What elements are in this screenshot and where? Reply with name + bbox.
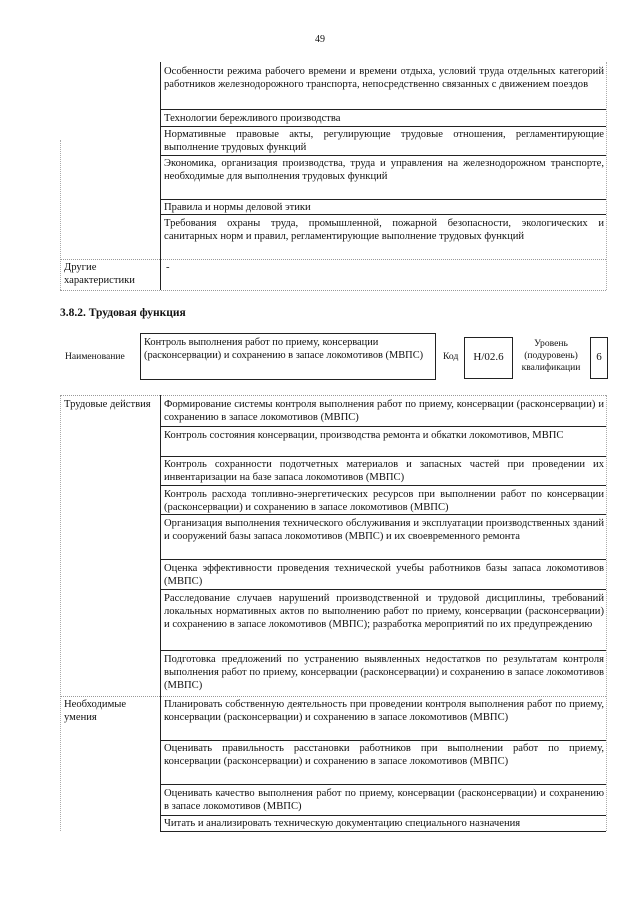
row-divider <box>160 485 606 486</box>
row-divider <box>160 831 606 832</box>
column-divider <box>160 395 161 831</box>
page-number: 49 <box>315 34 325 45</box>
column-divider <box>160 62 161 290</box>
skill-item: Читать и анализировать техническую документацию специального назначения <box>164 818 521 829</box>
skill-item: Планировать собственную деятельность при проведении контроля выполнения работ по приему, консервации (расконсервации) и сохранению в запасе локомотивов (МВПС) <box>164 699 604 723</box>
action-item: Организация выполнения технического обслуживания и эксплуатации производственных зданий и сооружений базы запаса локомотивов (МВПС) и их своевременного ремонта <box>164 518 604 542</box>
actions-label: Трудовые действия <box>64 399 151 410</box>
row-divider <box>160 559 606 560</box>
table-left-edge <box>60 395 61 831</box>
name-label: Наименование <box>65 351 125 362</box>
row-divider <box>160 815 606 816</box>
knowledge-item: Экономика, организация производства, труда и управления на железнодорожном транспорте, необходимые для выполнения трудовых функций <box>164 158 604 182</box>
row-divider <box>60 696 606 697</box>
table-right-edge <box>606 62 607 290</box>
row-divider <box>160 126 606 127</box>
action-item: Контроль сохранности подотчетных материалов и запасных частей при проведении их инвентаризации на базе запаса локомотивов (МВПС) <box>164 459 604 483</box>
code-label: Код <box>443 351 459 362</box>
knowledge-item: Технологии бережливого производства <box>164 113 341 124</box>
action-item: Формирование системы контроля выполнения работ по приему, консервации (расконсервации) и сохранению в запасе локомотивов (МВПС) <box>164 399 604 423</box>
row-divider <box>160 214 606 215</box>
row-divider <box>160 650 606 651</box>
table-bottom-edge <box>60 290 606 291</box>
row-divider <box>160 426 606 427</box>
code-value: Н/02.6 <box>473 351 504 363</box>
row-divider <box>160 109 606 110</box>
knowledge-item: Требования охраны труда, промышленной, пожарной безопасности, экологических и санитарных норм и правил, регламентирующие выполнение трудовых функций <box>164 218 604 242</box>
other-characteristics-label: Другие характеристики <box>64 262 135 286</box>
table-left-edge <box>60 140 61 290</box>
row-divider <box>160 456 606 457</box>
row-divider <box>160 199 606 200</box>
table-right-edge <box>606 395 607 831</box>
action-item: Подготовка предложений по устранению выявленных недостатков по результатам контроля выполнения работ по приему, консервации (расконсервации) и сохранению в запасе локомотивов (МВПС) <box>164 654 604 691</box>
action-item: Контроль расхода топливно-энергетических ресурсов при выполнении работ по консервации (расконсервации) и сохранению в запасе локомотивов (МВПС) <box>164 489 604 513</box>
action-item: Оценка эффективности проведения технической учебы работников базы запаса локомотивов (МВПС) <box>164 563 604 587</box>
row-divider <box>160 740 606 741</box>
table-top-edge <box>60 395 606 396</box>
level-value: 6 <box>596 351 602 363</box>
knowledge-item: Особенности режима рабочего времени и времени отдыха, условий труда отдельных категорий работников железнодорожного транспорта, непосредственно связанных с движением поездов <box>164 66 604 90</box>
knowledge-item: Правила и нормы деловой этики <box>164 202 311 213</box>
skill-item: Оценивать качество выполнения работ по приему, консервации (расконсервации) и сохранению в запасе локомотивов (МВПС) <box>164 788 604 812</box>
row-divider <box>160 589 606 590</box>
row-divider <box>160 784 606 785</box>
level-label: Уровень (подуровень) квалификации <box>521 338 581 373</box>
other-characteristics-value: - <box>166 262 170 273</box>
skills-label: Необходимые умения <box>64 699 127 723</box>
name-value: Контроль выполнения работ по приему, консервации (расконсервации) и сохранению в запасе локомотивов (МВПС) <box>144 337 424 361</box>
row-divider <box>160 514 606 515</box>
row-divider <box>160 155 606 156</box>
section-title: 3.8.2. Трудовая функция <box>60 307 186 319</box>
knowledge-item: Нормативные правовые акты, регулирующие трудовые отношения, регламентирующие выполнение трудовых функций <box>164 129 604 153</box>
row-divider <box>60 259 606 260</box>
action-item: Контроль состояния консервации, производства ремонта и обкатки локомотивов, МВПС <box>164 430 564 441</box>
skill-item: Оценивать правильность расстановки работников при выполнении работ по приему, консервации (расконсервации) и сохранению в запасе локомотивов (МВПС) <box>164 743 604 767</box>
action-item: Расследование случаев нарушений производственной и трудовой дисциплины, требований локальных нормативных актов по выполнению работ по приему, консервации (расконсервации) и сохранению в запасе локомотивов (МВПС); разработка мероприятий по их предупреждению <box>164 593 604 630</box>
